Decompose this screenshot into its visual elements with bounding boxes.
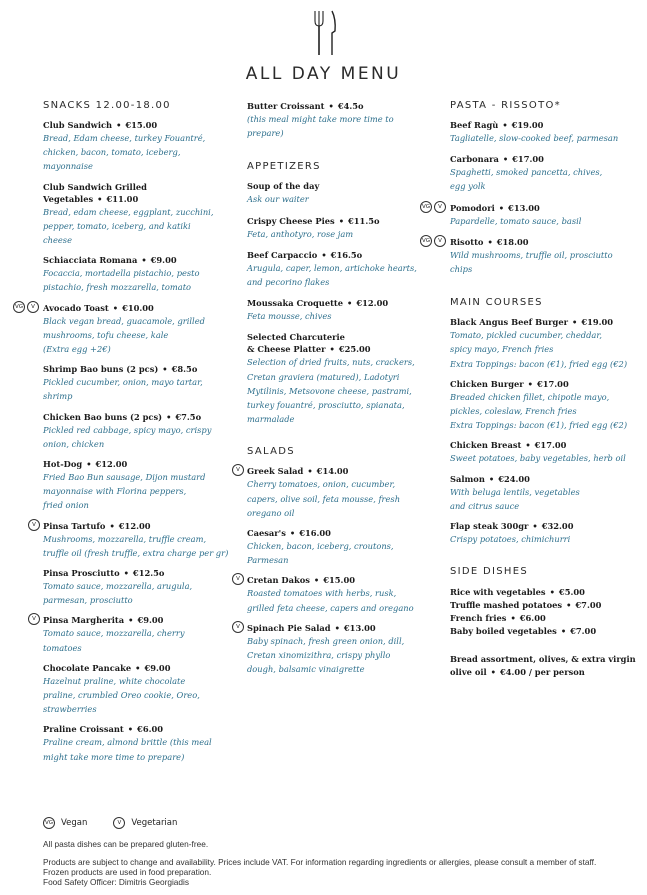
- vegetarian-badge-icon: V: [27, 301, 39, 313]
- item-price: €24.00: [498, 473, 530, 484]
- side-dish-rice-with-vegetables: Rice with vegetables • €5.00: [450, 587, 585, 598]
- item-price: €19.00: [581, 317, 614, 328]
- item-heading: Chocolate Pancake • €9.00: [43, 662, 171, 673]
- item-price: €13.00: [343, 622, 376, 633]
- item-price: €13.00: [508, 202, 540, 213]
- vegetarian-badge-icon: V: [28, 519, 40, 531]
- menu-item-carbonara: [450, 153, 640, 193]
- item-description: parmesan, prosciutto: [43, 595, 133, 606]
- item-price: €18.00: [496, 236, 529, 247]
- item-price: €14.00: [316, 466, 349, 477]
- menu-item-caesar-s: [247, 527, 432, 567]
- item-heading: Shrimp Bao buns (2 pcs) • €8.5o: [43, 364, 198, 375]
- item-price: €16.00: [299, 528, 331, 539]
- item-description: dough, balsamic vinaigrette: [247, 664, 365, 675]
- vegetarian-badge-icon: V: [232, 464, 244, 476]
- bread-price: €4.00 / per person: [499, 667, 585, 678]
- menu-item-pinsa-tartufo: [32, 520, 233, 560]
- section-title-salads: SALADS: [247, 446, 295, 458]
- section-title-side-dishes: SIDE DISHES: [450, 566, 528, 578]
- item-description: Bread, edam cheese, eggplant, zucchini,: [43, 206, 214, 217]
- item-description: Parmesan: [247, 555, 289, 566]
- item-price: €12.00: [356, 298, 389, 309]
- menu-item-flap-steak-300gr: [450, 520, 640, 546]
- item-description: pepper, tomato, iceberg, and katiki: [43, 220, 191, 231]
- item-price: €12.00: [95, 459, 128, 470]
- item-description: cheese: [43, 235, 72, 246]
- item-heading: Cretan Dakos • €15.00: [247, 575, 355, 586]
- item-name: Beef Ragù: [450, 120, 499, 130]
- item-price: €12.5o: [132, 568, 165, 579]
- item-description: prepare): [247, 128, 284, 139]
- item-heading: Moussaka Croquette • €12.00: [247, 298, 389, 309]
- vegan-badge-icon: VG: [13, 301, 25, 313]
- page-title: ALL DAY MENU: [245, 64, 402, 84]
- item-description: Tomato, pickled cucumber, cheddar,: [450, 330, 603, 341]
- menu-item-beef-carpaccio: [247, 249, 432, 289]
- item-heading: Pinsa Tartufo • €12.00: [43, 520, 151, 531]
- item-description: Fried Bao Bun sausage, Dijon mustard: [43, 472, 206, 483]
- item-description: truffle oil (fresh truffle, extra charge per gr): [43, 547, 229, 558]
- item-heading: Salmon • €24.00: [450, 473, 530, 484]
- item-description: Cherry tomatoes, onion, cucumber,: [247, 479, 396, 490]
- item-description: and pecorino flakes: [247, 277, 330, 288]
- item-description: tomatoes: [43, 642, 82, 653]
- item-description: Sweet potatoes, baby vegetables, herb oil: [450, 453, 626, 464]
- menu-item-club-sandwich-grilled-vegetables: [43, 181, 233, 248]
- item-price: €11.00: [106, 193, 139, 204]
- item-heading: Avocado Toast • €10.00: [43, 302, 154, 313]
- item-description: Focaccia, mortadella pistachio, pesto: [43, 268, 200, 279]
- item-description: (this meal might take more time to: [247, 114, 394, 124]
- item-description: Bread, Edam cheese, turkey Fouantré,: [43, 133, 206, 143]
- item-description: egg yolk: [450, 181, 486, 192]
- item-name: Crispy Cheese Pies: [247, 215, 335, 226]
- item-name: Flap steak 300gr: [450, 521, 529, 532]
- column-pasta-mains-sides: [421, 100, 640, 679]
- item-description: and citrus sauce: [450, 500, 520, 511]
- item-description: (Extra egg +2€): [43, 344, 111, 355]
- item-description: pistachio, fresh mozzarella, tomato: [43, 282, 192, 293]
- item-description: oregano oil: [247, 507, 295, 518]
- vegetarian-label: Vegetarian: [131, 818, 178, 828]
- item-description: Arugula, caper, lemon, artichoke hearts,: [247, 262, 417, 273]
- menu-item-salmon: [450, 473, 640, 513]
- item-name: Carbonara: [450, 154, 499, 165]
- item-description: marmalade: [247, 414, 295, 425]
- item-description: Selection of dried fruits, nuts, crackers,: [247, 357, 415, 368]
- menu-item-avocado-toast: [14, 302, 233, 357]
- item-name: Shrimp Bao buns (2 pcs): [43, 364, 159, 375]
- menu-item-spinach-pie-salad: [236, 622, 432, 677]
- item-name: French fries: [450, 613, 507, 624]
- item-description: onion, chicken: [43, 438, 105, 449]
- item-description: Spaghetti, smoked pancetta, chives,: [450, 167, 603, 178]
- item-price: €25.00: [338, 344, 371, 355]
- item-description: Tomato sauce, mozzarella, arugula,: [43, 581, 193, 592]
- item-name: Chicken Breast: [450, 440, 522, 451]
- item-price: €8.5o: [171, 364, 198, 375]
- item-description: shrimp: [43, 391, 73, 402]
- item-heading: Chicken Burger • €17.00: [450, 378, 569, 389]
- item-price: €17.00: [512, 154, 544, 165]
- vegetarian-badge-icon: V: [232, 573, 244, 585]
- item-heading: Caesar's • €16.00: [247, 528, 331, 539]
- item-description: Ask our waiter: [247, 194, 309, 205]
- item-name: Club Sandwich: [43, 120, 113, 130]
- item-heading: Club Sandwich Grilled Vegetables • €11.00: [43, 181, 147, 204]
- item-description: Feta, anthotyro, rose jam: [247, 228, 354, 239]
- column-snacks: [14, 100, 233, 764]
- item-name: Chocolate Pancake: [43, 662, 132, 673]
- item-heading: Crispy Cheese Pies • €11.5o: [247, 215, 380, 226]
- menu-item-hot-dog: [43, 458, 233, 513]
- item-name: Greek Salad: [247, 466, 304, 477]
- item-name: Pinsa Tartufo: [43, 520, 106, 531]
- item-name: Black Angus Beef Burger: [450, 317, 568, 328]
- side-dish-baby-boiled-vegetables: Baby boiled vegetables • €7.00: [450, 626, 597, 637]
- item-description: Papardelle, tomato sauce, basil: [450, 215, 582, 226]
- vegetarian-badge-icon: V: [113, 817, 125, 829]
- food-safety-officer: Food Safety Officer: Dimitris Georgiadis: [43, 877, 190, 887]
- section-title-main-courses: MAIN COURSES: [450, 297, 543, 309]
- section-title-pasta: PASTA - RISSOTO*: [450, 100, 561, 111]
- item-price: €32.00: [541, 521, 574, 532]
- item-name: Rice with vegetables: [450, 587, 546, 598]
- item-heading: Club Sandwich • €15.00: [43, 120, 158, 130]
- item-price: €11.5o: [348, 215, 380, 226]
- menu-item-pomodori: [421, 202, 640, 228]
- item-heading: Spinach Pie Salad • €13.00: [247, 622, 376, 633]
- vegan-badge-icon: VG: [420, 201, 432, 213]
- column-appetizers-salads: [236, 100, 432, 676]
- frozen-note: Frozen products are used in food preparation.: [43, 867, 212, 877]
- item-name: & Cheese Platter: [247, 344, 326, 355]
- item-description: With beluga lentils, vegetables: [450, 486, 580, 497]
- menu-item-chocolate-pancake: [43, 662, 233, 717]
- item-price: €15.00: [125, 120, 158, 130]
- item-name: Club Sandwich Grilled Vegetables: [43, 181, 147, 204]
- side-dish-french-fries: French fries • €6.00: [450, 613, 546, 624]
- vegan-label: Vegan: [61, 818, 88, 828]
- bread-assortment: [450, 653, 640, 679]
- item-price: €17.00: [536, 378, 569, 389]
- menu-item-praline-croissant: [43, 723, 233, 763]
- item-price: €15.00: [323, 575, 355, 586]
- item-heading: Selected Charcuterie & Cheese Platter • €25.00: [247, 331, 432, 355]
- item-heading: Pinsa Prosciutto • €12.5o: [43, 568, 165, 579]
- menu-item-selected-charcuterie-cheese-platter: [247, 331, 432, 426]
- item-name: Baby boiled vegetables: [450, 626, 557, 637]
- item-description: Roasted tomatoes with herbs, rusk,: [247, 588, 397, 599]
- menu-item-cretan-dakos: [236, 574, 432, 614]
- item-name: Risotto: [450, 236, 484, 247]
- menu-item-pinsa-prosciutto: [43, 567, 233, 607]
- item-price: €9.00: [137, 615, 164, 626]
- item-description: Cretan xinomizithra, crispy phyllo: [247, 650, 391, 661]
- menu-item-greek-salad: [236, 465, 432, 520]
- item-name: Soup of the day: [247, 181, 320, 192]
- item-description: Cretan graviera (matured), Ladotyri: [247, 371, 400, 382]
- pasta-gluten-note: All pasta dishes can be prepared gluten-free.: [43, 839, 209, 849]
- menu-item-chicken-breast: [450, 439, 640, 465]
- item-description: mayonnaise with Florina peppers,: [43, 486, 187, 497]
- dietary-legend: [43, 817, 177, 829]
- bread-line-1: Bread assortment, olives, & extra virgin: [450, 654, 636, 665]
- item-description: Crispy potatoes, chimichurri: [450, 534, 571, 545]
- item-description: Mytilinis, Metsovone cheese, pastrami,: [247, 385, 412, 396]
- item-name: Butter Croissant: [247, 101, 325, 111]
- item-heading: Hot-Dog • €12.00: [43, 459, 128, 470]
- item-name: Pinsa Margherita: [43, 615, 125, 626]
- item-description: Black vegan bread, guacamole, grilled: [43, 315, 205, 326]
- item-description: might take more time to prepare): [43, 751, 185, 762]
- item-description: Pickled cucumber, onion, mayo tartar,: [43, 377, 203, 388]
- item-description: Praline cream, almond brittle (this meal: [43, 737, 212, 748]
- item-heading: Black Angus Beef Burger • €19.00: [450, 317, 614, 328]
- item-heading: Butter Croissant • €4.5o: [247, 101, 364, 111]
- item-price: €6.00: [519, 613, 546, 624]
- menu-item-butter-croissant: [247, 100, 432, 140]
- item-description: Extra Toppings: bacon (€1), fried egg (€2): [450, 358, 628, 369]
- item-name: Truffle mashed potatoes: [450, 600, 563, 611]
- item-heading: Risotto • €18.00: [450, 236, 529, 247]
- item-price: €6.00: [137, 724, 164, 735]
- item-price: €7.00: [575, 600, 602, 611]
- item-price: €17.00: [534, 440, 567, 451]
- item-heading: Beef Carpaccio • €16.5o: [247, 249, 363, 260]
- bread-name: olive oil: [450, 667, 487, 678]
- item-heading: Greek Salad • €14.00: [247, 466, 349, 477]
- item-heading: Chicken Breast • €17.00: [450, 440, 567, 451]
- item-description: mushrooms, tofu cheese, kale: [43, 329, 169, 340]
- item-name: Hot-Dog: [43, 459, 83, 470]
- menu-item-shrimp-bao-buns-2-pcs: [43, 363, 233, 403]
- item-price: €5.00: [558, 587, 585, 598]
- item-description: strawberries: [43, 704, 97, 715]
- item-description: chips: [450, 264, 473, 275]
- menu-item-moussaka-croquette: [247, 297, 432, 323]
- section-title-snacks: SNACKS 12.00-18.00: [43, 100, 171, 111]
- item-description: Breaded chicken fillet, chipotle mayo,: [450, 391, 610, 402]
- item-description: turkey fouantré, prosciutto, spianata,: [247, 400, 405, 411]
- item-description: mayonnaise: [43, 161, 93, 172]
- item-price: €16.5o: [330, 249, 363, 260]
- item-name: Pinsa Prosciutto: [43, 568, 120, 579]
- item-price: €10.00: [122, 302, 154, 313]
- vegan-badge-icon: VG: [420, 235, 432, 247]
- menu-item-black-angus-beef-burger: [450, 316, 640, 371]
- item-price: €19.00: [511, 120, 544, 130]
- item-description: chicken, bacon, tomato, iceberg,: [43, 147, 181, 158]
- item-heading: Schiacciata Romana • €9.00: [43, 255, 177, 266]
- item-description: Wild mushrooms, truffle oil, prosciutto: [450, 249, 613, 260]
- fork-knife-icon: [312, 9, 338, 57]
- vegan-badge-icon: VG: [43, 817, 55, 829]
- item-name: Caesar's: [247, 528, 286, 539]
- vegetarian-badge-icon: V: [28, 613, 40, 625]
- item-heading: Praline Croissant • €6.00: [43, 724, 164, 735]
- item-price: €7.5o: [175, 411, 202, 422]
- menu-item-schiacciata-romana: [43, 254, 233, 294]
- item-name: Chicken Burger: [450, 378, 524, 389]
- item-price: €9.00: [150, 255, 177, 266]
- menu-item-club-sandwich: [43, 119, 233, 174]
- menu-item-pinsa-margherita: [32, 614, 233, 654]
- item-heading: Beef Ragù • €19.00: [450, 120, 544, 130]
- item-description: Feta mousse, chives: [247, 311, 332, 322]
- vegetarian-badge-icon: V: [434, 235, 446, 247]
- menu-item-crispy-cheese-pies: [247, 215, 432, 241]
- item-description: Pickled red cabbage, spicy mayo, crispy: [43, 424, 212, 435]
- item-heading: Pomodori • €13.00: [450, 202, 540, 213]
- item-description: pickles, coleslaw, French fries: [450, 406, 577, 417]
- item-price: €4.5o: [337, 101, 364, 111]
- item-heading: Chicken Bao buns (2 pcs) • €7.5o: [43, 411, 202, 422]
- item-description: capers, olive soil, feta mousse, fresh: [247, 493, 401, 504]
- item-description: fried onion: [43, 500, 89, 511]
- item-heading: [247, 180, 432, 192]
- item-name: Moussaka Croquette: [247, 298, 344, 309]
- item-price: €9.00: [144, 662, 171, 673]
- item-heading: Carbonara • €17.00: [450, 154, 544, 165]
- item-description: Tagliatelle, slow-cooked beef, parmesan: [450, 133, 619, 143]
- menu-item-soup-of-the-day: [247, 180, 432, 206]
- item-name: Chicken Bao buns (2 pcs): [43, 411, 163, 422]
- menu-item-risotto: [421, 236, 640, 276]
- item-name: Schiacciata Romana: [43, 255, 138, 266]
- item-name: Pomodori: [450, 202, 495, 213]
- item-price: €12.00: [118, 520, 151, 531]
- menu-item-beef-rag: [450, 119, 640, 145]
- item-description: Tomato sauce, mozzarella, cherry: [43, 628, 185, 639]
- bread-line-2: olive oil • €4.00 / per person: [450, 667, 585, 678]
- item-name: Beef Carpaccio: [247, 249, 318, 260]
- item-description: Mushrooms, mozzarella, truffle cream,: [43, 533, 207, 544]
- item-description: Chicken, bacon, iceberg, croutons,: [247, 541, 394, 552]
- vegetarian-badge-icon: V: [232, 621, 244, 633]
- menu-item-chicken-burger: [450, 378, 640, 433]
- item-heading: Flap steak 300gr • €32.00: [450, 521, 574, 532]
- item-heading: Pinsa Margherita • €9.00: [43, 615, 164, 626]
- item-description: Baby spinach, fresh green onion, dill,: [247, 635, 405, 646]
- menu-item-chicken-bao-buns-2-pcs: [43, 411, 233, 451]
- item-price: €7.00: [570, 626, 597, 637]
- vat-note: Products are subject to change and availability. Prices include VAT. For information regarding ingredients or allergies, please consult a member of staff.: [43, 857, 597, 867]
- item-name: Avocado Toast: [43, 302, 109, 313]
- item-description: spicy mayo, French fries: [450, 344, 554, 355]
- item-name: Cretan Dakos: [247, 575, 310, 586]
- item-description: grilled feta cheese, capers and oregano: [247, 602, 414, 613]
- item-name: Salmon: [450, 473, 485, 484]
- section-title-appetizers: APPETIZERS: [247, 161, 321, 173]
- item-description: Extra Toppings: bacon (€1), fried egg (€2): [450, 420, 628, 431]
- side-dish-truffle-mashed-potatoes: Truffle mashed potatoes • €7.00: [450, 600, 602, 611]
- item-description: Hazelnut praline, white chocolate: [43, 675, 186, 686]
- item-name: Praline Croissant: [43, 724, 124, 735]
- item-name: Spinach Pie Salad: [247, 622, 331, 633]
- item-name: Selected Charcuterie: [247, 332, 345, 343]
- vegetarian-badge-icon: V: [434, 201, 446, 213]
- item-description: praline, crumbled Oreo cookie, Oreo,: [43, 690, 200, 701]
